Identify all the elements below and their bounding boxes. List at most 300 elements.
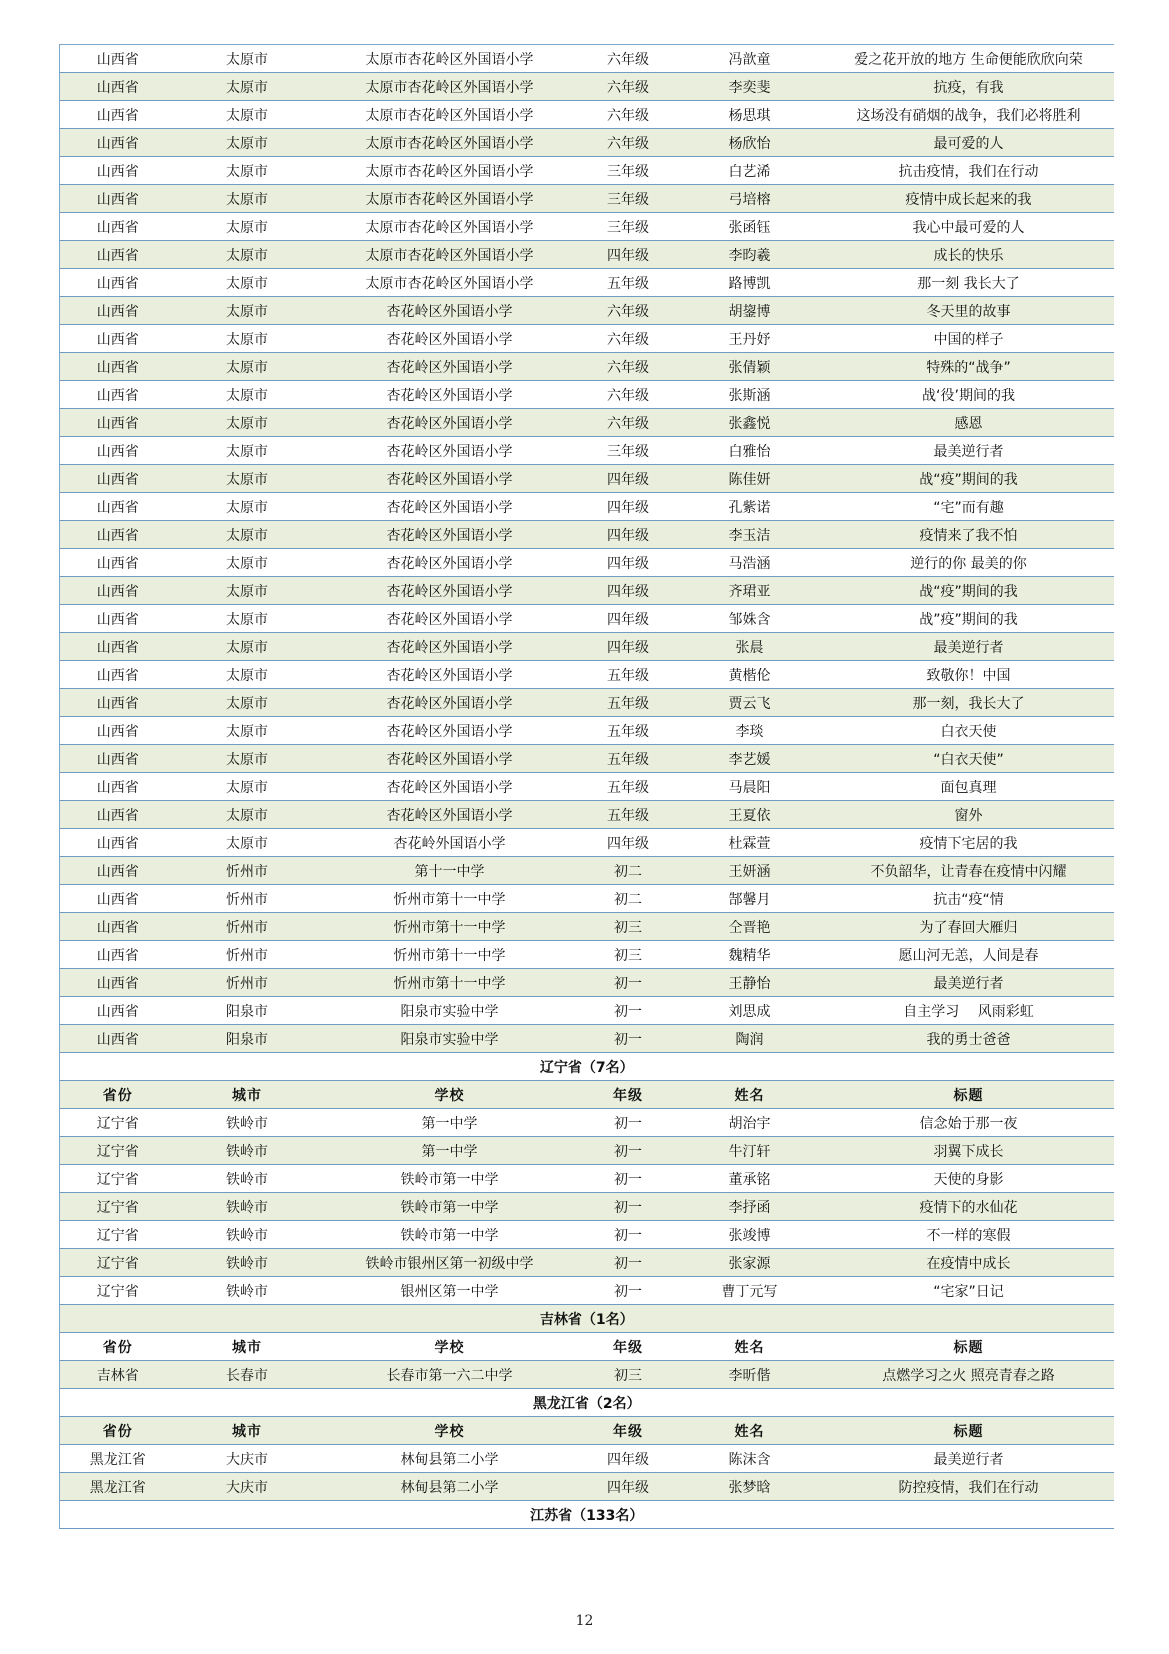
cell-name: 董承铭	[676, 1165, 824, 1193]
cell-title: 最美逆行者	[824, 969, 1114, 997]
cell-province: 山西省	[60, 577, 176, 605]
cell-school: 林甸县第二小学	[319, 1445, 581, 1473]
column-header-province: 省份	[60, 1081, 176, 1109]
cell-school: 杏花岭区外国语小学	[319, 717, 581, 745]
province-section-heading	[60, 1305, 1114, 1333]
cell-city: 太原市	[176, 661, 319, 689]
cell-school: 杏花岭区外国语小学	[319, 465, 581, 493]
cell-title: 防控疫情，我们在行动	[824, 1473, 1114, 1501]
cell-title: 为了春回大雁归	[824, 913, 1114, 941]
cell-city: 太原市	[176, 269, 319, 297]
cell-grade: 三年级	[581, 185, 676, 213]
cell-title: 信念始于那一夜	[824, 1109, 1114, 1137]
cell-name: 李奕斐	[676, 73, 824, 101]
cell-province: 山西省	[60, 45, 176, 73]
cell-name: 王丹妤	[676, 325, 824, 353]
table-row	[60, 1165, 1114, 1193]
cell-province: 山西省	[60, 885, 176, 913]
cell-school: 杏花岭区外国语小学	[319, 521, 581, 549]
cell-title: 疫情下的水仙花	[824, 1193, 1114, 1221]
cell-city: 铁岭市	[176, 1249, 319, 1277]
cell-name: 邹姝含	[676, 605, 824, 633]
award-list-table	[59, 44, 1114, 1529]
table-row	[60, 605, 1114, 633]
cell-province: 辽宁省	[60, 1277, 176, 1305]
cell-grade: 五年级	[581, 717, 676, 745]
cell-title: 抗疫，有我	[824, 73, 1114, 101]
section-title: 吉林省（1名）	[60, 1305, 1114, 1333]
cell-province: 山西省	[60, 829, 176, 857]
cell-title: 白衣天使	[824, 717, 1114, 745]
cell-grade: 三年级	[581, 157, 676, 185]
cell-province: 山西省	[60, 297, 176, 325]
cell-province: 山西省	[60, 773, 176, 801]
cell-school: 杏花岭区外国语小学	[319, 409, 581, 437]
table-row	[60, 717, 1114, 745]
cell-school: 杏花岭区外国语小学	[319, 801, 581, 829]
cell-city: 太原市	[176, 801, 319, 829]
cell-grade: 六年级	[581, 129, 676, 157]
cell-grade: 四年级	[581, 241, 676, 269]
cell-title: “白衣天使”	[824, 745, 1114, 773]
cell-city: 铁岭市	[176, 1277, 319, 1305]
cell-title: 自主学习 风雨彩虹	[824, 997, 1114, 1025]
cell-province: 山西省	[60, 73, 176, 101]
cell-name: 李抒函	[676, 1193, 824, 1221]
cell-school: 铁岭市第一中学	[319, 1193, 581, 1221]
cell-name: 魏精华	[676, 941, 824, 969]
cell-grade: 初一	[581, 1221, 676, 1249]
cell-school: 杏花岭区外国语小学	[319, 381, 581, 409]
table-row	[60, 689, 1114, 717]
cell-city: 忻州市	[176, 857, 319, 885]
cell-school: 杏花岭区外国语小学	[319, 605, 581, 633]
cell-grade: 六年级	[581, 353, 676, 381]
cell-province: 山西省	[60, 801, 176, 829]
cell-city: 铁岭市	[176, 1165, 319, 1193]
cell-title: 天使的身影	[824, 1165, 1114, 1193]
cell-province: 辽宁省	[60, 1137, 176, 1165]
table-row	[60, 997, 1114, 1025]
cell-name: 白雅怡	[676, 437, 824, 465]
table-row	[60, 773, 1114, 801]
cell-school: 杏花岭区外国语小学	[319, 661, 581, 689]
cell-school: 太原市杏花岭区外国语小学	[319, 185, 581, 213]
cell-province: 山西省	[60, 745, 176, 773]
cell-school: 杏花岭区外国语小学	[319, 689, 581, 717]
cell-province: 山西省	[60, 241, 176, 269]
table-row	[60, 269, 1114, 297]
column-header-grade: 年级	[581, 1333, 676, 1361]
table-row	[60, 381, 1114, 409]
table-row	[60, 745, 1114, 773]
cell-grade: 初一	[581, 1249, 676, 1277]
cell-name: 黄楷伦	[676, 661, 824, 689]
table-row	[60, 493, 1114, 521]
cell-province: 山西省	[60, 101, 176, 129]
cell-title: 爱之花开放的地方 生命便能欣欣向荣	[824, 45, 1114, 73]
cell-grade: 初二	[581, 857, 676, 885]
cell-city: 太原市	[176, 129, 319, 157]
cell-province: 山西省	[60, 913, 176, 941]
cell-grade: 四年级	[581, 521, 676, 549]
cell-city: 阳泉市	[176, 1025, 319, 1053]
table-row	[60, 913, 1114, 941]
column-header-name: 姓名	[676, 1417, 824, 1445]
column-header-grade: 年级	[581, 1417, 676, 1445]
cell-title: 感恩	[824, 409, 1114, 437]
cell-name: 胡鋆博	[676, 297, 824, 325]
cell-school: 杏花岭区外国语小学	[319, 325, 581, 353]
cell-grade: 六年级	[581, 409, 676, 437]
table-row	[60, 465, 1114, 493]
cell-school: 杏花岭区外国语小学	[319, 633, 581, 661]
table-row	[60, 157, 1114, 185]
cell-name: 牛汀轩	[676, 1137, 824, 1165]
cell-school: 铁岭市银州区第一初级中学	[319, 1249, 581, 1277]
cell-school: 杏花岭区外国语小学	[319, 353, 581, 381]
cell-name: 仝晋艳	[676, 913, 824, 941]
cell-school: 杏花岭区外国语小学	[319, 773, 581, 801]
cell-title: 战“疫”期间的我	[824, 577, 1114, 605]
cell-name: 张家源	[676, 1249, 824, 1277]
column-header-grade: 年级	[581, 1081, 676, 1109]
cell-province: 黑龙江省	[60, 1473, 176, 1501]
table-row	[60, 941, 1114, 969]
cell-title: 疫情下宅居的我	[824, 829, 1114, 857]
cell-city: 太原市	[176, 577, 319, 605]
cell-title: 我的勇士爸爸	[824, 1025, 1114, 1053]
cell-city: 阳泉市	[176, 997, 319, 1025]
cell-name: 张函钰	[676, 213, 824, 241]
column-header-province: 省份	[60, 1417, 176, 1445]
cell-province: 山西省	[60, 353, 176, 381]
cell-city: 太原市	[176, 773, 319, 801]
cell-school: 杏花岭区外国语小学	[319, 297, 581, 325]
cell-province: 山西省	[60, 213, 176, 241]
cell-name: 齐珺亚	[676, 577, 824, 605]
cell-title: 不负韶华，让青春在疫情中闪耀	[824, 857, 1114, 885]
cell-province: 山西省	[60, 633, 176, 661]
cell-province: 山西省	[60, 941, 176, 969]
cell-title: 我心中最可爱的人	[824, 213, 1114, 241]
section-title: 辽宁省（7名）	[60, 1053, 1114, 1081]
page-number: 12	[575, 1613, 594, 1629]
cell-name: 李艺媛	[676, 745, 824, 773]
cell-title: 在疫情中成长	[824, 1249, 1114, 1277]
cell-province: 山西省	[60, 857, 176, 885]
cell-name: 杜霖萱	[676, 829, 824, 857]
cell-grade: 三年级	[581, 213, 676, 241]
cell-name: 张竣博	[676, 1221, 824, 1249]
table-row	[60, 1445, 1114, 1473]
cell-province: 山西省	[60, 129, 176, 157]
cell-province: 山西省	[60, 157, 176, 185]
province-section-heading	[60, 1389, 1114, 1417]
cell-province: 山西省	[60, 661, 176, 689]
cell-name: 马浩涵	[676, 549, 824, 577]
table-row	[60, 213, 1114, 241]
cell-title: 冬天里的故事	[824, 297, 1114, 325]
cell-title: 疫情中成长起来的我	[824, 185, 1114, 213]
section-title: 江苏省（133名）	[60, 1501, 1114, 1529]
table-row	[60, 45, 1114, 73]
cell-province: 辽宁省	[60, 1165, 176, 1193]
cell-grade: 五年级	[581, 801, 676, 829]
cell-title: 不一样的寒假	[824, 1221, 1114, 1249]
cell-province: 辽宁省	[60, 1193, 176, 1221]
cell-city: 太原市	[176, 45, 319, 73]
cell-title: 最美逆行者	[824, 437, 1114, 465]
cell-province: 山西省	[60, 549, 176, 577]
column-header-row	[60, 1417, 1114, 1445]
cell-grade: 初一	[581, 1277, 676, 1305]
cell-school: 忻州市第十一中学	[319, 885, 581, 913]
cell-province: 黑龙江省	[60, 1445, 176, 1473]
cell-grade: 五年级	[581, 269, 676, 297]
column-header-city: 城市	[176, 1081, 319, 1109]
cell-grade: 初三	[581, 913, 676, 941]
cell-title: 面包真理	[824, 773, 1114, 801]
table-row	[60, 1221, 1114, 1249]
cell-school: 铁岭市第一中学	[319, 1165, 581, 1193]
table-row	[60, 1249, 1114, 1277]
cell-province: 辽宁省	[60, 1109, 176, 1137]
cell-grade: 初一	[581, 1137, 676, 1165]
cell-title: “宅”而有趣	[824, 493, 1114, 521]
cell-city: 太原市	[176, 633, 319, 661]
cell-city: 大庆市	[176, 1445, 319, 1473]
cell-name: 郜馨月	[676, 885, 824, 913]
cell-city: 太原市	[176, 521, 319, 549]
cell-city: 太原市	[176, 241, 319, 269]
table-row	[60, 73, 1114, 101]
cell-title: 中国的样子	[824, 325, 1114, 353]
cell-name: 刘思成	[676, 997, 824, 1025]
table-row	[60, 1361, 1114, 1389]
cell-title: 那一刻 我长大了	[824, 269, 1114, 297]
column-header-province: 省份	[60, 1333, 176, 1361]
cell-school: 太原市杏花岭区外国语小学	[319, 269, 581, 297]
cell-name: 陈佳妍	[676, 465, 824, 493]
cell-province: 辽宁省	[60, 1221, 176, 1249]
cell-grade: 六年级	[581, 45, 676, 73]
cell-city: 铁岭市	[176, 1221, 319, 1249]
table-row	[60, 633, 1114, 661]
cell-name: 王妍涵	[676, 857, 824, 885]
column-header-name: 姓名	[676, 1333, 824, 1361]
cell-grade: 初一	[581, 969, 676, 997]
column-header-title: 标题	[824, 1333, 1114, 1361]
cell-name: 杨欣怡	[676, 129, 824, 157]
cell-grade: 四年级	[581, 1473, 676, 1501]
cell-province: 辽宁省	[60, 1249, 176, 1277]
cell-title: 那一刻，我长大了	[824, 689, 1114, 717]
cell-title: 抗击疫情，我们在行动	[824, 157, 1114, 185]
cell-grade: 五年级	[581, 773, 676, 801]
column-header-row	[60, 1333, 1114, 1361]
cell-grade: 四年级	[581, 633, 676, 661]
cell-city: 太原市	[176, 325, 319, 353]
cell-school: 第十一中学	[319, 857, 581, 885]
column-header-title: 标题	[824, 1417, 1114, 1445]
cell-school: 阳泉市实验中学	[319, 997, 581, 1025]
cell-city: 长春市	[176, 1361, 319, 1389]
table-row	[60, 1473, 1114, 1501]
table-row	[60, 409, 1114, 437]
cell-school: 忻州市第十一中学	[319, 969, 581, 997]
cell-city: 忻州市	[176, 969, 319, 997]
cell-province: 山西省	[60, 997, 176, 1025]
province-section-heading	[60, 1501, 1114, 1529]
column-header-city: 城市	[176, 1417, 319, 1445]
cell-city: 太原市	[176, 465, 319, 493]
cell-province: 山西省	[60, 969, 176, 997]
table-row	[60, 1193, 1114, 1221]
cell-name: 王夏依	[676, 801, 824, 829]
cell-school: 太原市杏花岭区外国语小学	[319, 213, 581, 241]
cell-province: 山西省	[60, 437, 176, 465]
cell-grade: 四年级	[581, 493, 676, 521]
cell-school: 阳泉市实验中学	[319, 1025, 581, 1053]
cell-city: 太原市	[176, 549, 319, 577]
cell-name: 贾云飞	[676, 689, 824, 717]
table-row	[60, 241, 1114, 269]
cell-city: 太原市	[176, 745, 319, 773]
cell-city: 忻州市	[176, 941, 319, 969]
cell-school: 杏花岭区外国语小学	[319, 745, 581, 773]
cell-grade: 初一	[581, 1193, 676, 1221]
cell-school: 杏花岭区外国语小学	[319, 493, 581, 521]
cell-name: 冯歆童	[676, 45, 824, 73]
cell-grade: 初一	[581, 1109, 676, 1137]
cell-city: 大庆市	[176, 1473, 319, 1501]
cell-city: 太原市	[176, 101, 319, 129]
cell-school: 忻州市第十一中学	[319, 941, 581, 969]
cell-name: 李昕偕	[676, 1361, 824, 1389]
section-title: 黑龙江省（2名）	[60, 1389, 1114, 1417]
cell-title: 致敬你！中国	[824, 661, 1114, 689]
cell-title: 最可爱的人	[824, 129, 1114, 157]
cell-province: 山西省	[60, 465, 176, 493]
cell-name: 白艺浠	[676, 157, 824, 185]
cell-city: 太原市	[176, 437, 319, 465]
cell-school: 太原市杏花岭区外国语小学	[319, 73, 581, 101]
cell-grade: 六年级	[581, 297, 676, 325]
table-row	[60, 829, 1114, 857]
cell-name: 张晨	[676, 633, 824, 661]
cell-city: 铁岭市	[176, 1193, 319, 1221]
cell-name: 张斯涵	[676, 381, 824, 409]
cell-grade: 初三	[581, 941, 676, 969]
cell-name: 杨思琪	[676, 101, 824, 129]
table-row	[60, 353, 1114, 381]
cell-grade: 六年级	[581, 381, 676, 409]
cell-name: 张鑫悦	[676, 409, 824, 437]
cell-name: 张梦晗	[676, 1473, 824, 1501]
cell-school: 第一中学	[319, 1137, 581, 1165]
cell-school: 太原市杏花岭区外国语小学	[319, 45, 581, 73]
cell-grade: 初二	[581, 885, 676, 913]
cell-title: 窗外	[824, 801, 1114, 829]
cell-school: 杏花岭区外国语小学	[319, 577, 581, 605]
cell-city: 太原市	[176, 717, 319, 745]
cell-title: 最美逆行者	[824, 1445, 1114, 1473]
table-row	[60, 437, 1114, 465]
cell-city: 太原市	[176, 381, 319, 409]
cell-grade: 六年级	[581, 325, 676, 353]
table-row	[60, 1277, 1114, 1305]
cell-province: 山西省	[60, 493, 176, 521]
cell-title: 抗击“疫“情	[824, 885, 1114, 913]
cell-grade: 初一	[581, 1165, 676, 1193]
cell-school: 林甸县第二小学	[319, 1473, 581, 1501]
cell-province: 山西省	[60, 717, 176, 745]
cell-school: 太原市杏花岭区外国语小学	[319, 157, 581, 185]
cell-name: 陶润	[676, 1025, 824, 1053]
cell-grade: 六年级	[581, 101, 676, 129]
cell-name: 胡治宇	[676, 1109, 824, 1137]
table-row	[60, 577, 1114, 605]
cell-title: 羽翼下成长	[824, 1137, 1114, 1165]
cell-name: 李琰	[676, 717, 824, 745]
cell-grade: 四年级	[581, 577, 676, 605]
cell-city: 太原市	[176, 605, 319, 633]
cell-school: 杏花岭区外国语小学	[319, 437, 581, 465]
table-row	[60, 521, 1114, 549]
cell-province: 山西省	[60, 409, 176, 437]
cell-grade: 六年级	[581, 73, 676, 101]
column-header-title: 标题	[824, 1081, 1114, 1109]
column-header-row	[60, 1081, 1114, 1109]
cell-grade: 四年级	[581, 605, 676, 633]
cell-name: 张倩颖	[676, 353, 824, 381]
cell-name: 马晨阳	[676, 773, 824, 801]
cell-school: 太原市杏花岭区外国语小学	[319, 241, 581, 269]
cell-city: 太原市	[176, 185, 319, 213]
cell-city: 太原市	[176, 157, 319, 185]
cell-province: 山西省	[60, 381, 176, 409]
cell-grade: 四年级	[581, 1445, 676, 1473]
cell-title: 特殊的“战争”	[824, 353, 1114, 381]
cell-city: 太原市	[176, 73, 319, 101]
cell-school: 太原市杏花岭区外国语小学	[319, 129, 581, 157]
cell-school: 杏花岭外国语小学	[319, 829, 581, 857]
cell-grade: 初一	[581, 997, 676, 1025]
cell-province: 山西省	[60, 521, 176, 549]
cell-name: 王静怡	[676, 969, 824, 997]
table-row	[60, 1025, 1114, 1053]
cell-city: 太原市	[176, 297, 319, 325]
cell-city: 太原市	[176, 493, 319, 521]
table-row	[60, 297, 1114, 325]
cell-grade: 五年级	[581, 661, 676, 689]
table-row	[60, 185, 1114, 213]
cell-grade: 四年级	[581, 465, 676, 493]
cell-province: 山西省	[60, 185, 176, 213]
cell-city: 铁岭市	[176, 1109, 319, 1137]
cell-grade: 五年级	[581, 689, 676, 717]
cell-grade: 四年级	[581, 549, 676, 577]
table-row	[60, 1109, 1114, 1137]
table-row	[60, 129, 1114, 157]
cell-city: 太原市	[176, 689, 319, 717]
column-header-name: 姓名	[676, 1081, 824, 1109]
table-row	[60, 801, 1114, 829]
cell-province: 山西省	[60, 689, 176, 717]
column-header-school: 学校	[319, 1081, 581, 1109]
cell-province: 山西省	[60, 605, 176, 633]
